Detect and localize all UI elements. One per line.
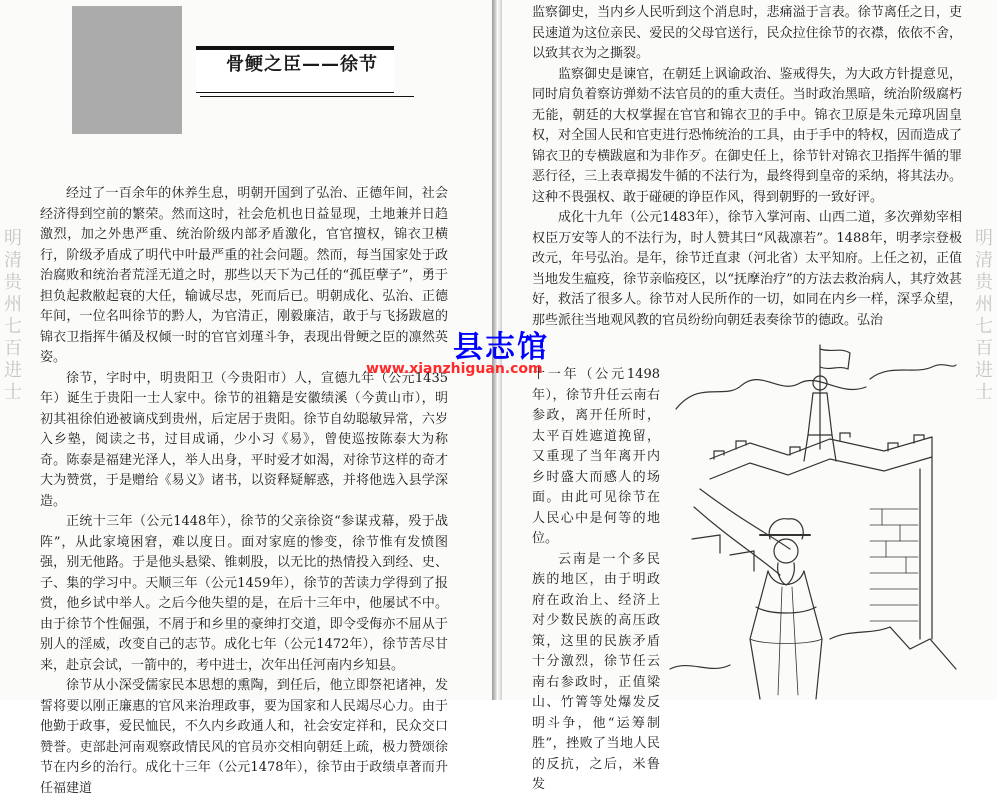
paragraph: 徐节从小深受儒家民本思想的熏陶，到任后，他立即祭祀诸神，发誓将要以刚正廉惠的官风来治理政事，要为国家和人民竭尽心力。由于他勤于政事，爱民恤民，不久内乡政通人和，社会安定祥和，民众交口赞誉。吏部赴河南观察政情民风的官员亦交相向朝廷上疏，极力赞颂徐节在内乡的治行。成化十三年（公元1478年），徐节由于政绩卓著而升任福建道 (40, 678, 448, 796)
paragraph: 监察御史是谏官，在朝廷上讽谕政治、鉴戒得失，为大政方针提意见，同时肩负着察访弹劾不法官员的的重大责任。当时政治黑暗，统治阶级腐朽无能，朝廷的大权掌握在官官和锦衣卫的手中。锦衣卫原是朱元璋巩固皇权，对全国人民和官吏进行恐怖统治的工具，由于手中的特权，因而造成了锦衣卫的专横跋扈和为非作歹。在御史任上，徐节针对锦衣卫指挥牛循的罪恶行径，三上表章揭发牛循的不法行为，最终得到皇帝的采纳，将其法办。这种不畏强权、敢于碰硬的诤臣作风，得到朝野的一致好评。 (532, 66, 962, 205)
paragraph: 十一年（公元1498年），徐节升任云南右参政，离开任所时，太平百姓遮道挽留，又重现了当年离开内乡时盛大而感人的场面。由此可见徐节在人民心中是何等的地位。 (532, 367, 660, 546)
running-title-char: 进 (975, 360, 993, 381)
running-title-char: 州 (4, 294, 22, 315)
running-title-char: 进 (4, 360, 22, 381)
running-title-left (2, 228, 24, 404)
running-title-char: 明 (975, 228, 993, 249)
paragraph: 经过了一百余年的休养生息，明朝开国到了弘治、正德年间，社会经济得到空前的繁荣。然而这时，社会危机也日益显现，土地兼并日趋激烈，加之外患严重、统治阶级内部矛盾激化，官官擅权，锦衣卫横行，阶级矛盾成了明代中叶最严重的社会问题。然而，每当国家处于政治腐败和统治者荒淫无道之时，那些以天下为己任的“孤臣孽子”，勇于担负起救敝起衰的大任，输诚尽忠，死而后已。明朝成化、弘治、正德年间，一位名叫徐节的黔人，为官清正，刚毅廉洁，敢于与飞扬跋扈的锦衣卫指挥牛循及权倾一时的官官刘瑾斗争，表现出骨鲠之臣的凛然英姿。 (40, 186, 448, 365)
watermark-url: www.xianzhiguan.com (366, 361, 543, 377)
watermark-site-name: 县志馆 (453, 330, 549, 365)
paragraph: 正统十三年（公元1448年），徐节的父亲徐资“参谋戎幕，殁于战阵”，从此家境困窘，难以度日。面对家庭的惨变，徐节惟有发愤图强，别无他路。于是他头悬梁、锥刺股，以无比的热情投入到经、史、子、集的学习中。天顺三年（公元1459年），徐节的苦读力学得到了报赏，他乡试中举人。之后今他失望的是，在后十三年中，他屡试不中。由于徐节个性倔强，不屑于和乡里的豪绅打交道，即令受侮亦不屈从于别人的淫威，改变自己的志节。成化七年（公元1472年），徐节苦尽甘来，赴京会试，一箭中的，考中进士，次年出任河南内乡知县。 (40, 514, 448, 673)
running-title-char: 贵 (4, 272, 22, 293)
running-title-char: 百 (4, 338, 22, 359)
running-title-char: 明 (4, 228, 22, 249)
decorative-gray-block (72, 6, 182, 134)
running-title-char: 七 (4, 316, 22, 337)
left-page (0, 0, 492, 796)
running-title-char: 七 (975, 316, 993, 337)
running-title-right (973, 228, 995, 404)
running-title-char: 清 (4, 250, 22, 271)
title-underline (200, 96, 414, 97)
running-title-char: 贵 (975, 272, 993, 293)
official-on-city-wall-illustration (670, 339, 958, 700)
paragraph: 成化十九年（公元1483年），徐节入掌河南、山西二道，多次弹劾宰相权臣万安等人的不法行为，时人赞其曰“风裁凛若”。1488年，明孝宗登极改元，年号弘治。是年，徐节迁直隶（河北省）太平知府。上任之初，正值当地发生瘟疫，徐节亲临疫区，以“抚摩治疗”的方法去救治病人，其疗效甚好，救活了很多人。徐节对人民所作的一切，如同在内乡一样，深孚众望，那些派往当地观风教的官员纷纷向朝廷表奏徐节的德政。弘治 (532, 210, 962, 328)
running-title-char: 百 (975, 338, 993, 359)
left-body-text (40, 184, 448, 799)
running-title-char: 清 (975, 250, 993, 271)
running-title-char: 士 (4, 382, 22, 403)
paragraph: 监察御史，当内乡人民听到这个消息时，悲痛溢于言表。徐节离任之日，吏民速道为这位亲民、爱民的父母官送行，民众拉住徐节的衣襟，依依不舍，以致其衣为之撕裂。 (532, 5, 962, 61)
right-page (502, 0, 997, 792)
running-title-char: 州 (975, 294, 993, 315)
right-body-text (532, 3, 962, 331)
running-title-char: 士 (975, 382, 993, 403)
paragraph: 云南是一个多民族的地区，由于明政府在政治上、经济上对少数民族的高压政策，这里的民族矛盾十分激烈，徐节任云南右参政时，正值梁山、竹箐等处爆发反明斗争，他“运筹制胜”，挫败了当地人民的反抗，之后，米鲁发 (532, 551, 660, 792)
paragraph: 徐节，字时中，明贵阳卫（今贵阳市）人，宣德九年（公元1435年）诞生于贵阳一士人家中。徐节的祖籍是安徽绩溪（今黄山市），明初其祖徐伯逊被谪戍到贵州，后定居于贵阳。徐节自幼聪敏异常，六岁入乡塾，阅读之书，过目成诵，少小习《易》，曾使巡按陈泰大为称奇。陈泰是福建光泽人，举人出身，平时爱才如渴，对徐节这样的奇才大为赞赏，于是赠给《易义》诸书，以资释疑解惑，并将他选入县学深造。 (40, 370, 448, 509)
article-title: 骨鲠之臣——徐节 (226, 54, 378, 75)
right-narrow-text (532, 365, 660, 796)
